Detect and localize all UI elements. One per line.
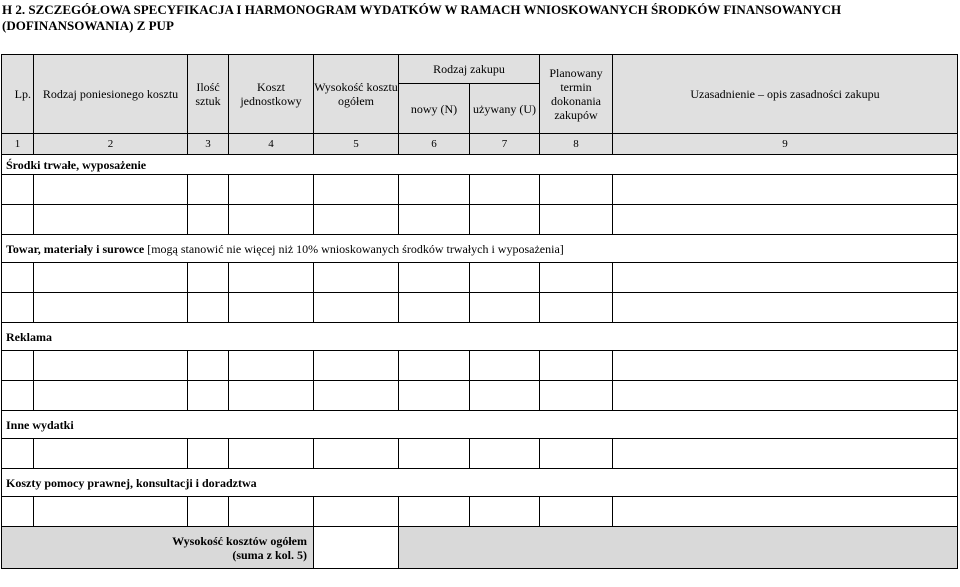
header-wysokosc: Wysokość kosztu ogółem	[314, 55, 399, 134]
table-cell[interactable]	[399, 497, 470, 527]
header-termin: Planowany termin dokonania zakupów	[540, 55, 613, 134]
table-cell[interactable]	[399, 293, 470, 323]
table-cell[interactable]	[314, 175, 399, 205]
col-number: 3	[188, 134, 229, 155]
table-cell[interactable]	[188, 293, 229, 323]
table-cell[interactable]	[229, 293, 314, 323]
summary-row	[2, 527, 958, 569]
table-cell[interactable]	[399, 263, 470, 293]
table-cell[interactable]	[314, 351, 399, 381]
section-pomoc-label: Koszty pomocy prawnej, konsultacji i doradztwa	[6, 475, 257, 490]
table-cell[interactable]	[613, 205, 958, 235]
table-cell[interactable]	[540, 293, 613, 323]
table-cell[interactable]	[2, 497, 34, 527]
table-cell[interactable]	[188, 381, 229, 411]
table-cell[interactable]	[470, 263, 540, 293]
header-uzywany: używany (U)	[470, 84, 540, 134]
table-cell[interactable]	[314, 439, 399, 469]
header-koszt-jednostkowy: Koszt jednostkowy	[229, 55, 314, 134]
table-cell[interactable]	[399, 205, 470, 235]
column-numbers-row	[2, 134, 958, 155]
table-cell[interactable]	[540, 497, 613, 527]
table-cell[interactable]	[188, 351, 229, 381]
table-cell[interactable]	[229, 497, 314, 527]
section-inne	[2, 411, 958, 439]
col-number: 9	[613, 134, 958, 155]
table-row	[2, 263, 958, 293]
table-cell[interactable]	[34, 497, 188, 527]
table-cell[interactable]	[188, 205, 229, 235]
table-cell[interactable]	[314, 205, 399, 235]
col-number: 1	[2, 134, 34, 155]
table-cell[interactable]	[470, 439, 540, 469]
table-cell[interactable]	[34, 439, 188, 469]
table-row	[2, 293, 958, 323]
table-cell[interactable]	[2, 381, 34, 411]
section-towar-note: [mogą stanowić nie więcej niż 10% wnioskowanych środków trwałych i wyposażenia]	[144, 241, 564, 256]
table-cell[interactable]	[2, 439, 34, 469]
header-nowy: nowy (N)	[399, 84, 470, 134]
col-number: 2	[34, 134, 188, 155]
header-rodzaj-zakupu: Rodzaj zakupu	[399, 55, 540, 84]
table-row	[2, 497, 958, 527]
header-rodzaj-kosztu: Rodzaj poniesionego kosztu	[34, 55, 188, 134]
table-cell[interactable]	[229, 351, 314, 381]
header-ilosc: Ilość sztuk	[188, 55, 229, 134]
table-cell[interactable]	[613, 351, 958, 381]
table-cell[interactable]	[613, 293, 958, 323]
section-pomoc-prawna	[2, 469, 958, 497]
table-cell[interactable]	[314, 263, 399, 293]
table-cell[interactable]	[188, 439, 229, 469]
table-cell[interactable]	[613, 263, 958, 293]
header-lp: Lp.	[2, 55, 34, 134]
table-cell[interactable]	[399, 439, 470, 469]
table-cell[interactable]	[540, 351, 613, 381]
col-number: 6	[399, 134, 470, 155]
table-cell[interactable]	[470, 497, 540, 527]
document-title	[2, 2, 952, 34]
table-cell[interactable]	[229, 175, 314, 205]
table-cell[interactable]	[34, 263, 188, 293]
table-cell[interactable]	[34, 175, 188, 205]
section-towar-label: Towar, materiały i surowce	[6, 241, 145, 256]
table-row	[2, 205, 958, 235]
table-cell[interactable]	[540, 175, 613, 205]
table-cell[interactable]	[34, 293, 188, 323]
table-cell[interactable]	[34, 381, 188, 411]
table-cell[interactable]	[2, 263, 34, 293]
table-cell[interactable]	[470, 175, 540, 205]
section-srodki-trwale	[2, 155, 958, 175]
table-cell[interactable]	[34, 351, 188, 381]
table-cell[interactable]	[34, 205, 188, 235]
section-reklama	[2, 323, 958, 351]
table-row	[2, 381, 958, 411]
table-cell[interactable]	[2, 293, 34, 323]
header-uzasadnienie: Uzasadnienie – opis zasadności zakupu	[613, 55, 958, 134]
table-cell[interactable]	[399, 351, 470, 381]
table-cell[interactable]	[540, 381, 613, 411]
summary-filler	[399, 527, 958, 569]
table-cell[interactable]	[470, 351, 540, 381]
table-cell[interactable]	[540, 263, 613, 293]
table-cell[interactable]	[229, 263, 314, 293]
table-cell[interactable]	[613, 439, 958, 469]
table-cell[interactable]	[540, 439, 613, 469]
table-cell[interactable]	[188, 263, 229, 293]
table-row	[2, 439, 958, 469]
table-cell[interactable]	[470, 381, 540, 411]
title-line-2: (DOFINANSOWANIA) Z PUP	[2, 18, 174, 33]
table-row	[2, 351, 958, 381]
table-cell[interactable]	[229, 439, 314, 469]
section-towar	[2, 235, 958, 263]
col-number: 5	[314, 134, 399, 155]
table-cell[interactable]	[613, 175, 958, 205]
table-cell[interactable]	[540, 205, 613, 235]
table-cell[interactable]	[399, 381, 470, 411]
title-line-1: H 2. SZCZEGÓŁOWA SPECYFIKACJA I HARMONOGRAM WYDATKÓW W RAMACH WNIOSKOWANYCH ŚRODKÓW FINANSOWANYCH	[2, 2, 842, 17]
summary-label	[2, 527, 314, 569]
table-cell[interactable]	[229, 205, 314, 235]
table-cell[interactable]	[188, 497, 229, 527]
summary-total-cell[interactable]	[314, 527, 399, 569]
table-cell[interactable]	[2, 351, 34, 381]
table-row	[2, 175, 958, 205]
table-cell[interactable]	[613, 497, 958, 527]
section-srodki-label: Środki trwałe, wyposażenie	[6, 157, 147, 172]
section-inne-label: Inne wydatki	[6, 417, 74, 432]
table-cell[interactable]	[314, 381, 399, 411]
col-number: 8	[540, 134, 613, 155]
table-cell[interactable]	[399, 175, 470, 205]
table-cell[interactable]	[2, 175, 34, 205]
table-cell[interactable]	[188, 175, 229, 205]
table-cell[interactable]	[613, 381, 958, 411]
table-cell[interactable]	[229, 381, 314, 411]
table-cell[interactable]	[314, 497, 399, 527]
table-cell[interactable]	[2, 205, 34, 235]
summary-line-2: (suma z kol. 5)	[232, 547, 307, 562]
section-reklama-label: Reklama	[6, 329, 52, 344]
table-cell[interactable]	[470, 205, 540, 235]
col-number: 7	[470, 134, 540, 155]
table-cell[interactable]	[314, 293, 399, 323]
expense-table	[1, 54, 958, 569]
table-cell[interactable]	[470, 293, 540, 323]
col-number: 4	[229, 134, 314, 155]
summary-line-1: Wysokość kosztów ogółem	[172, 533, 307, 548]
